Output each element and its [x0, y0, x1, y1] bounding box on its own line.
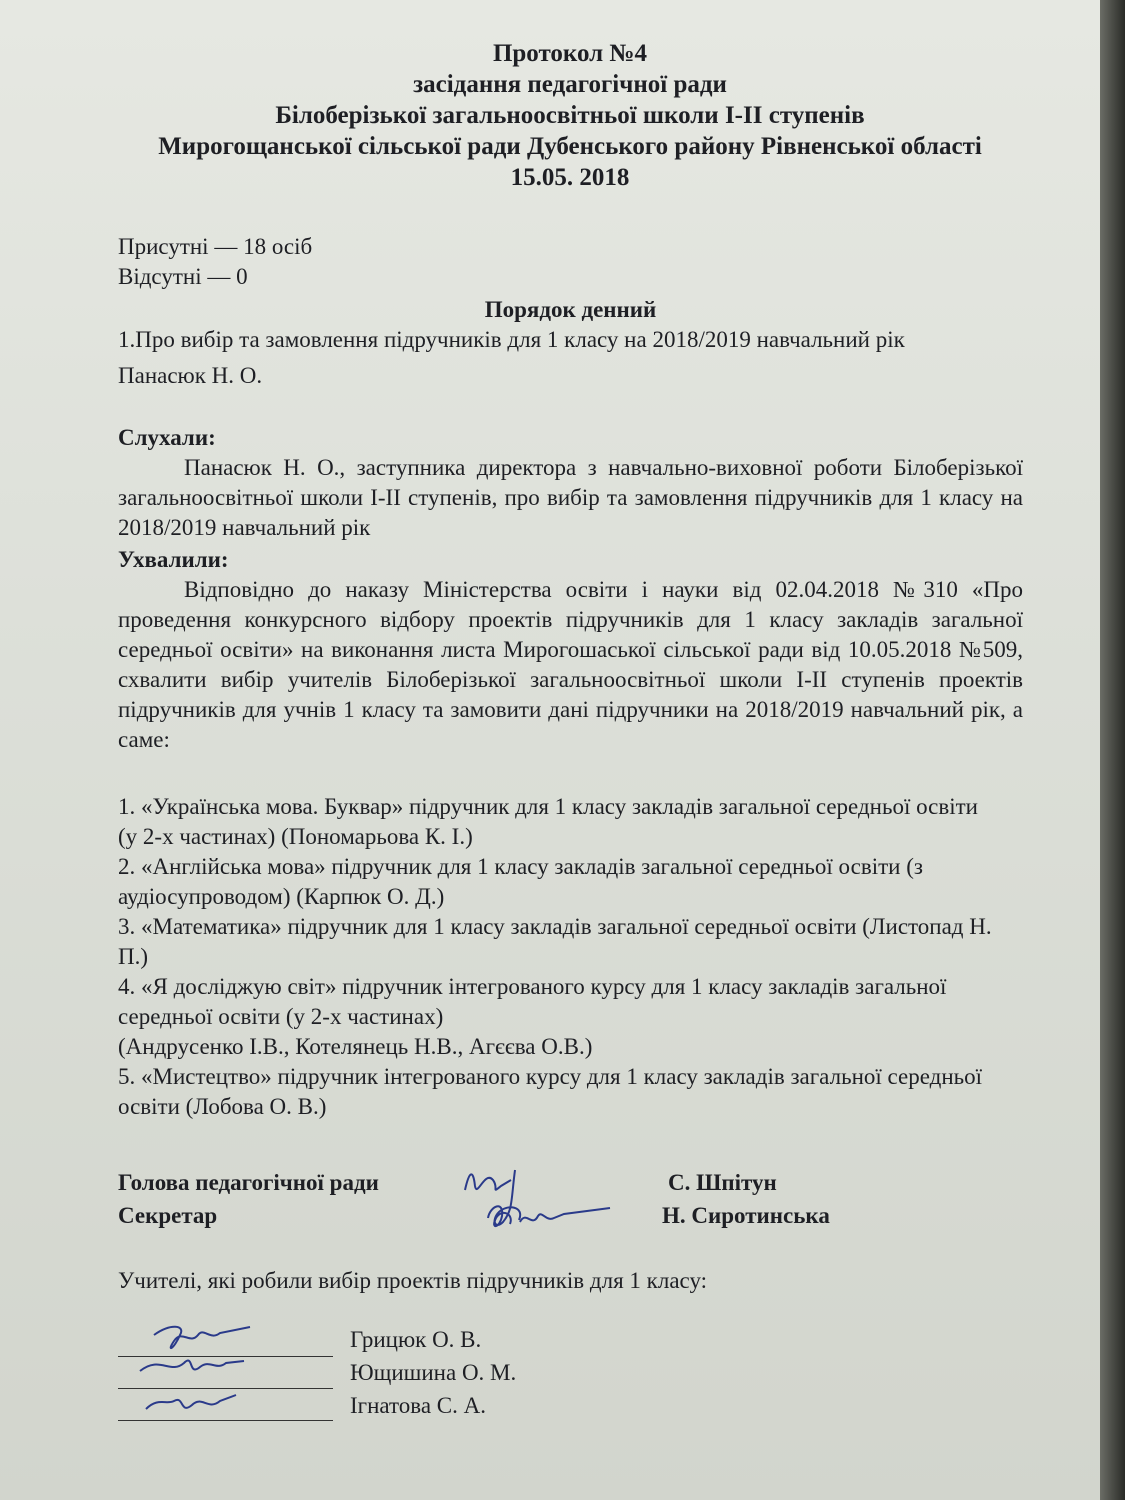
- heard-text: Панасюк Н. О., заступника директора з навчально-виховної роботи Білоберізької загальноосвітньої школи І-ІІ ступенів, про вибір та замовлення підручників для 1 класу на 2018/2019 навчальний рік: [118, 455, 1023, 540]
- chair-label: Голова педагогічної ради: [118, 1170, 379, 1195]
- chair-name: С. Шпітун: [668, 1170, 777, 1195]
- textbook-item: 1. «Українська мова. Буквар» підручник для 1 класу закладів загальної середньої освіти (у 2-х частинах) (Пономарьова К. І.): [118, 794, 978, 849]
- teacher-name: Ігнатова С. А.: [350, 1393, 486, 1418]
- protocol-subtitle: засідання педагогічної ради: [413, 71, 727, 98]
- photo-shadow-edge: [1100, 0, 1125, 1500]
- textbook-item: 2. «Англійська мова» підручник для 1 класу закладів загальної середньої освіти (з аудіосупроводом) (Карпюк О. Д.): [118, 854, 923, 909]
- protocol-header: [90, 38, 1050, 193]
- agenda-speaker: Панасюк Н. О.: [118, 363, 263, 388]
- protocol-date: 15.05. 2018: [510, 164, 630, 191]
- absent-count: Відсутні — 0: [118, 264, 248, 289]
- secretary-name: Н. Сиротинська: [662, 1203, 830, 1228]
- teacher-name: Грицюк О. В.: [350, 1327, 482, 1352]
- textbook-item: 4. «Я досліджую світ» підручник інтегрованого курсу для 1 класу закладів загальної середньої освіти (у 2-х частинах): [118, 974, 947, 1029]
- textbook-item: 3. «Математика» підручник для 1 класу закладів загальної середньої освіти (Листопад Н. П.): [118, 914, 992, 969]
- heard-section: [118, 423, 1023, 543]
- textbook-item: 5. «Мистецтво» підручник інтегрованого курсу для 1 класу закладів загальної середньої освіти (Лобова О. В.): [118, 1064, 983, 1119]
- teacher-name: Ющишина О. М.: [350, 1360, 517, 1385]
- resolved-label: Ухвалили:: [118, 547, 229, 572]
- resolved-text: Відповідно до наказу Міністерства освіти і науки від 02.04.2018 №310 «Про проведення конкурсного відбору проектів підручників для 1 класу закладів загальної середньої освіти» на виконання листа Мирогошаської сільської ради від 10.05.2018 №509, схвалити вибір учителів Білоберізької загальноосвітньої школи І-ІІ ступенів проектів підручників для учнів 1 класу та замовити дані підручники на 2018/2019 навчальний рік, а саме:: [118, 577, 1023, 752]
- agenda-item: 1.Про вибір та замовлення підручників для 1 класу на 2018/2019 навчальний рік: [118, 327, 905, 352]
- school-name: Білоберізької загальноосвітньої школи І-ІІ ступенів: [275, 102, 865, 129]
- protocol-title: Протокол №4: [492, 40, 648, 67]
- teachers-intro: Учителі, які робили вибір проектів підручників для 1 класу:: [118, 1268, 708, 1293]
- heard-label: Слухали:: [118, 425, 216, 450]
- teacher-signatures: [140, 1305, 300, 1425]
- council-name: Мирогощанської сільської ради Дубенського району Рівненської області: [158, 133, 982, 160]
- resolved-section: [118, 545, 1023, 755]
- secretary-signature: [480, 1188, 620, 1248]
- attendance: [118, 232, 1023, 292]
- agenda: [118, 295, 1023, 391]
- agenda-heading: Порядок денний: [484, 297, 657, 322]
- secretary-label: Секретар: [118, 1203, 218, 1228]
- textbook-authors: (Андрусенко І.В., Котелянець Н.В., Агєєва О.В.): [118, 1034, 593, 1059]
- present-count: Присутні — 18 осіб: [118, 234, 313, 259]
- textbook-list: [118, 792, 998, 1122]
